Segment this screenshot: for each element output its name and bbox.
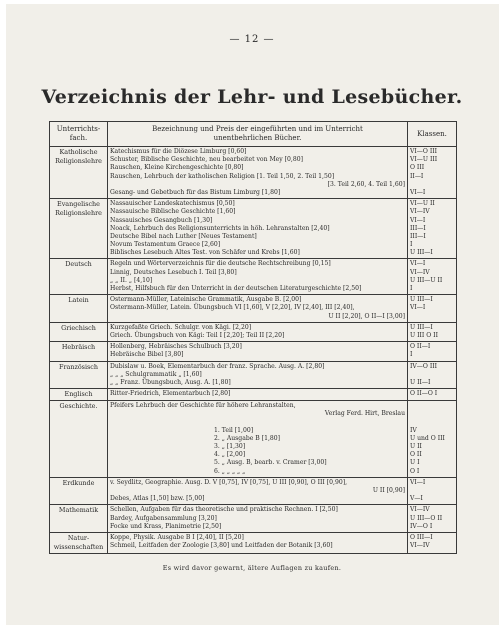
book-entry: Noack, Lehrbuch des Religionsunterrichts in höh. Lehranstalten [2,40] xyxy=(110,224,330,232)
book-entry: 2. „ Ausgabe B [1,80] xyxy=(214,434,281,442)
table-row xyxy=(50,505,457,533)
class-entry: V—I xyxy=(410,495,423,503)
subject-cell: Geschichte. xyxy=(50,401,108,478)
classes-cell xyxy=(408,361,457,389)
book-entry: Nassauischer Landeskatechismus [0,50] xyxy=(110,200,235,208)
header-classes: Klassen. xyxy=(408,122,457,147)
book-entry: Schellen, Aufgaben für das theoretische und praktische Rechnen. I [2,50] xyxy=(110,506,338,514)
book-entry: Gesang- und Gebetbuch für das Bistum Limburg [1,80] xyxy=(110,188,281,196)
classes-cell xyxy=(408,147,457,199)
book-entry: Linnig, Deutsches Lesebuch I. Teil [3,80] xyxy=(110,268,237,276)
class-entry: IV—O I xyxy=(410,522,433,530)
page-title: Verzeichnis der Lehr- und Lesebücher. xyxy=(41,86,463,108)
class-entry: U III O II xyxy=(410,331,438,339)
book-entry: Pfeifers Lehrbuch der Geschichte für höhere Lehranstalten, xyxy=(110,402,296,410)
book-entry: „ „ Franz. Übungsbuch, Ausg. A. [1,80] xyxy=(110,378,231,386)
class-entry xyxy=(410,402,454,410)
book-entry: Ritter-Friedrich, Elementarbuch [2,80] xyxy=(110,390,231,398)
class-entry xyxy=(410,410,454,418)
book-entry: Nassauisches Gesangbuch [1,30] xyxy=(110,216,213,224)
book-entry: Rauschen, Lehrbuch der katholischen Religion [1. Teil 1,50, 2. Teil 1,50] xyxy=(110,172,335,180)
table-row xyxy=(50,295,457,323)
book-entry xyxy=(110,418,405,426)
table-row xyxy=(50,532,457,553)
class-entry: III—I xyxy=(410,232,426,240)
table-header-row xyxy=(50,122,457,147)
class-entry: VI—I xyxy=(410,304,426,312)
book-entry: Dubislaw u. Boek, Elementarbuch der franz. Sprache. Ausg. A. [2,80] xyxy=(110,362,325,370)
book-entry: Kurzgefaßte Griech. Schulgr. von Kägi. [2,20] xyxy=(110,323,252,331)
class-entry: U III—O II xyxy=(410,514,443,522)
class-entry: VI—U III xyxy=(410,156,438,164)
books-cell xyxy=(108,477,408,505)
table-row xyxy=(50,322,457,341)
book-entry: v. Seydlitz, Geographie. Ausg. D. V [0,75], IV [0,75], U III [0,90], O III [0,90], xyxy=(110,478,348,486)
class-entry: VI—IV xyxy=(410,542,430,550)
subject-cell: Deutsch xyxy=(50,259,108,295)
book-entry: U II [0,90] xyxy=(372,486,405,494)
book-entry: [3. Teil 2,60, 4. Teil 1,60] xyxy=(327,180,405,188)
book-entry: 6. „ „ „ „ „ xyxy=(214,467,246,475)
books-cell xyxy=(108,532,408,553)
page-number: — 12 — xyxy=(229,34,275,45)
class-entry xyxy=(410,487,454,495)
footer-note: Es wird davor gewarnt, ältere Auflagen zu kaufen. xyxy=(162,564,342,572)
books-cell xyxy=(108,322,408,341)
header-books: Bezeichnung und Preis der eingeführten und im Unterricht unentbehrlichen Bücher. xyxy=(108,122,408,147)
class-entry xyxy=(410,418,454,426)
class-entry: I xyxy=(410,351,413,359)
book-entry: Schuster, Biblische Geschichte, neu bearbeitet von Mey [0,80] xyxy=(110,156,303,164)
books-cell xyxy=(108,401,408,478)
book-entry: Ostermann-Müller, Latein. Übungsbuch VI [1,60], V [2,20], IV [2,40], III [2,40], xyxy=(110,304,355,312)
class-entry: U III—I xyxy=(410,323,433,331)
books-cell xyxy=(108,389,408,401)
subject-cell: Natur- wissenschaften xyxy=(50,532,108,553)
table-row xyxy=(50,361,457,389)
class-entry: O I xyxy=(410,467,420,475)
table-row xyxy=(50,199,457,259)
books-cell xyxy=(108,199,408,259)
subject-cell: Hebräisch xyxy=(50,342,108,361)
book-entry: Herbst, Hilfsbuch für den Unterricht in der deutschen Literaturgeschichte [2,50] xyxy=(110,285,362,292)
class-entry: O III xyxy=(410,164,425,172)
book-entry: Focke und Krass, Planimetrie [2,50] xyxy=(110,522,222,530)
table-row xyxy=(50,389,457,401)
class-entry: I xyxy=(410,241,413,249)
book-entry: Hollenberg, Hebräisches Schulbuch [3,20] xyxy=(110,343,242,351)
books-cell xyxy=(108,147,408,199)
book-entry: 5. „ Ausg. B, bearb. v. Cramer [3,00] xyxy=(214,459,327,467)
class-entry: IV—O III xyxy=(410,362,438,370)
book-entry: U II [2,20], O II—I [3,00] xyxy=(328,312,405,320)
table-row xyxy=(50,259,457,295)
subject-cell: Griechisch xyxy=(50,322,108,341)
table-row xyxy=(50,401,457,478)
class-entry xyxy=(410,181,454,189)
class-entry: VI—IV xyxy=(410,208,430,216)
classes-cell xyxy=(408,295,457,323)
classes-cell xyxy=(408,322,457,341)
book-entry: Schmeil, Leitfaden der Zoologie [3,80] und Leitfaden der Botanik [3,60] xyxy=(110,542,333,550)
class-entry: U und O III xyxy=(410,434,445,442)
class-entry: VI—U II xyxy=(410,200,435,208)
book-entry: Koppe, Physik. Ausgabe B I [2,40], II [5,20] xyxy=(110,533,244,541)
book-entry: Nassauische Biblische Geschichte [1,60] xyxy=(110,208,236,216)
book-entry: Hebräische Bibel [3,80] xyxy=(110,351,184,359)
book-entry: 1. Teil [1,00] xyxy=(214,426,254,434)
book-entry: Debes, Atlas [1,50] bzw. [5,00] xyxy=(110,495,205,503)
subject-cell: Französisch xyxy=(50,361,108,389)
subject-cell: Englisch xyxy=(50,389,108,401)
textbook-table xyxy=(49,121,457,554)
books-cell xyxy=(108,361,408,389)
class-entry: VI—I xyxy=(410,478,426,486)
class-entry: U III—I xyxy=(410,296,433,304)
class-entry: O II—O I xyxy=(410,390,438,398)
classes-cell xyxy=(408,505,457,533)
class-entry xyxy=(410,371,454,379)
book-entry: Regeln und Wörterverzeichnis für die deutsche Rechtschreibung [0,15] xyxy=(110,260,331,268)
book-entry: „ „ II. „ [4,10] xyxy=(110,276,153,284)
book-entry: „ „ „ Schulgrammatik „ [1,60] xyxy=(110,370,202,378)
book-entry: Bardey, Aufgabensammlung [3,20] xyxy=(110,514,217,522)
classes-cell xyxy=(408,389,457,401)
subject-cell: Erdkunde xyxy=(50,477,108,505)
book-entry: Ostermann-Müller, Lateinische Grammatik, Ausgabe B. [2,00] xyxy=(110,296,302,304)
table-row xyxy=(50,477,457,505)
class-entry: U II xyxy=(410,443,422,450)
classes-cell xyxy=(408,259,457,295)
class-entry: II—I xyxy=(410,172,424,180)
book-entry: Deutsche Bibel nach Luther [Neues Testament] xyxy=(110,232,257,240)
class-entry: IV xyxy=(410,426,417,434)
class-entry: I xyxy=(410,285,413,292)
classes-cell xyxy=(408,199,457,259)
header-subject: Unterrichts- fach. xyxy=(50,122,108,147)
classes-cell xyxy=(408,342,457,361)
class-entry: III—I xyxy=(410,224,426,232)
classes-cell xyxy=(408,477,457,505)
classes-cell xyxy=(408,532,457,553)
table-row xyxy=(50,342,457,361)
class-entry: U I xyxy=(410,459,420,467)
book-entry: Biblisches Lesebuch Altes Test. von Schäfer und Krebs [1,60] xyxy=(110,249,300,257)
book-entry: Griech. Übungsbuch von Kägi: Teil I [2,20]; Teil II [2,20] xyxy=(110,331,285,339)
book-entry: Verlag Ferd. Hirt, Breslau xyxy=(324,410,405,418)
class-entry: VI—I xyxy=(410,260,426,268)
table-row xyxy=(50,147,457,199)
class-entry: VI—IV xyxy=(410,506,430,514)
book-entry: 3. „ [1,30] xyxy=(214,443,246,450)
subject-cell: Latein xyxy=(50,295,108,323)
class-entry: O II—I xyxy=(410,343,431,351)
book-entry: Novum Testamentum Graece [2,60] xyxy=(110,241,221,249)
class-entry: U III—U II xyxy=(410,276,443,284)
book-entry: Rauschen, Kleine Kirchengeschichte [0,80] xyxy=(110,164,244,172)
classes-cell xyxy=(408,401,457,478)
subject-cell: Evangelische Religionslehre xyxy=(50,199,108,259)
books-cell xyxy=(108,505,408,533)
books-cell xyxy=(108,295,408,323)
book-entry: 4. „ [2,00] xyxy=(214,451,246,459)
table-body xyxy=(50,147,457,554)
class-entry: U III—I xyxy=(410,249,433,257)
class-entry xyxy=(410,313,454,321)
class-entry: VI—I xyxy=(410,188,426,196)
class-entry: VI—IV xyxy=(410,268,430,276)
class-entry: O II xyxy=(410,451,422,459)
book-entry: Katechismus für die Diözese Limburg [0,60] xyxy=(110,148,247,155)
class-entry: VI—O III xyxy=(410,148,438,155)
class-entry: O III—I xyxy=(410,533,433,541)
books-cell xyxy=(108,259,408,295)
class-entry: VI—I xyxy=(410,216,426,224)
subject-cell: Mathematik xyxy=(50,505,108,533)
books-cell xyxy=(108,342,408,361)
subject-cell: Katholische Religionslehre xyxy=(50,147,108,199)
class-entry: U II—I xyxy=(410,378,431,386)
